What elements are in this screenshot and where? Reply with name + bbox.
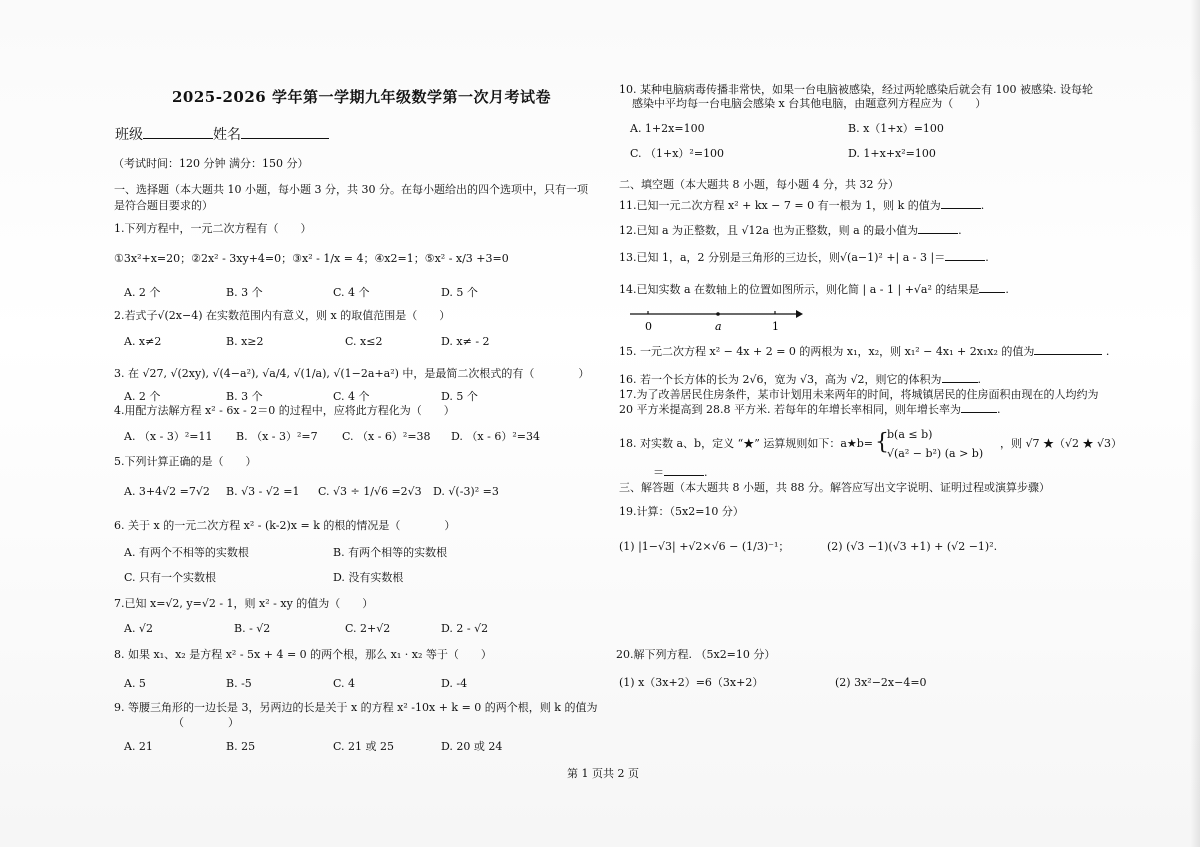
q19-part1: (1) |1−√3| +√2×√6 − (1/3)⁻¹； xyxy=(619,540,790,553)
q10-stem-cont: 感染中平均每一台电脑会感染 x 台其他电脑，由题意列方程应为（ ） xyxy=(632,97,987,110)
q4-stem: 4.用配方法解方程 x² - 6x - 2＝0 的过程中，应将此方程化为（ ） xyxy=(114,404,455,417)
axis-label-a: a xyxy=(715,320,722,333)
q10-stem: 10. 某种电脑病毒传播非常快，如果一台电脑被感染，经过两轮感染后就会有 100 被感染. 设每轮 xyxy=(619,83,1093,96)
q8-option-a[interactable]: A. 5 xyxy=(124,677,146,690)
q20-part2: (2) 3x²−2x−4=0 xyxy=(835,676,927,689)
q11-label: 11.已知一元二次方程 x² + kx − 7 = 0 有一根为 1，则 k 的值为 xyxy=(619,199,941,212)
q16-label: 16. 若一个长方体的长为 2√6，宽为 √3，高为 √2，则它的体积为 xyxy=(619,373,942,386)
exam-info: （考试时间：120 分钟 满分：150 分） xyxy=(113,157,309,170)
q6-stem: 6. 关于 x 的一元二次方程 x² - (k-2)x = k 的根的情况是（ ） xyxy=(114,519,456,532)
point-a xyxy=(716,312,720,316)
q9-option-a[interactable]: A. 21 xyxy=(124,740,153,753)
q2-option-a[interactable]: A. x≠2 xyxy=(124,335,162,348)
q18-case2: √(a² − b²) (a > b) xyxy=(887,447,984,460)
q20-part1: (1) x（3x+2）=6（3x+2） xyxy=(619,676,764,689)
q16-blank[interactable] xyxy=(942,382,978,383)
q6-option-b[interactable]: B. 有两个相等的实数根 xyxy=(333,546,448,559)
q18-line2: ＝ . xyxy=(653,466,708,479)
q7-stem: 7.已知 x=√2, y=√2 - 1，则 x² - xy 的值为（ ） xyxy=(114,597,374,610)
q18-label: 18. 对实数 a、b，定义 “★” 运算规则如下：a★b= xyxy=(619,437,874,450)
q12-blank[interactable] xyxy=(918,233,958,234)
q18-eq: ＝ xyxy=(653,466,664,479)
q2-option-c[interactable]: C. x≤2 xyxy=(345,335,383,348)
q6-option-c[interactable]: C. 只有一个实数根 xyxy=(124,571,217,584)
page-number: 第 1 页共 2 页 xyxy=(567,767,639,780)
q18-case1: b(a ≤ b) xyxy=(887,428,933,441)
q19-part2: (2) (√3 −1)(√3 +1) + (√2 −1)². xyxy=(827,540,998,553)
q1-equations: ①3x²+x=20；②2x² - 3xy+4=0；③x² - 1/x = 4；④x2=1；⑤x² - x/3 +3=0 xyxy=(114,252,509,265)
q11-blank[interactable] xyxy=(941,208,981,209)
q10-option-c[interactable]: C. （1+x）²=100 xyxy=(630,147,725,160)
q1-option-d[interactable]: D. 5 个 xyxy=(441,286,478,299)
section1-heading-cont: 是符合题目要求的） xyxy=(114,199,213,212)
q14-label: 14.已知实数 a 在数轴上的位置如图所示，则化简 | a - 1 | +√a² 的结果是 xyxy=(619,283,980,296)
exam-title: 2025-2026 学年第一学期九年级数学第一次月考试卷 xyxy=(172,88,551,106)
axis-label-zero: 0 xyxy=(645,320,652,333)
q19-stem: 19.计算：（5x2=10 分） xyxy=(619,505,744,518)
section1-heading: 一、选择题（本大题共 10 小题，每小题 3 分，共 30 分。在每小题给出的四个选项中，只有一项 xyxy=(114,183,588,196)
q4-option-b[interactable]: B. （x - 3）²=7 xyxy=(236,430,318,443)
q3-option-b[interactable]: B. 3 个 xyxy=(226,390,263,403)
q10-option-a[interactable]: A. 1+2x=100 xyxy=(630,122,705,135)
q9-option-b[interactable]: B. 25 xyxy=(226,740,256,753)
q9-stem-cont: （ ） xyxy=(173,716,239,729)
q9-stem: 9. 等腰三角形的一边长是 3，另两边的长是关于 x 的方程 x² -10x + k = 0 的两个根，则 k 的值为 xyxy=(114,701,598,714)
section3-heading: 三、解答题（本大题共 8 小题，共 88 分。解答应写出文字说明、证明过程或演算步骤） xyxy=(619,481,1050,494)
q15-text: 15. 一元二次方程 x² − 4x + 2 = 0 的两根为 x₁，x₂，则 x₁² − 4x₁ + 2x₁x₂ 的值为 . xyxy=(619,345,1110,358)
q7-option-a[interactable]: A. √2 xyxy=(124,622,153,635)
student-info-line xyxy=(115,124,329,144)
q17-line1: 17.为了改善居民住房条件，某市计划用未来两年的时间，将城镇居民的住房面积由现在的人均约为 xyxy=(619,388,1099,401)
q8-option-b[interactable]: B. -5 xyxy=(226,677,252,690)
number-line-arrow xyxy=(796,310,803,318)
q10-option-d[interactable]: D. 1+x+x²=100 xyxy=(848,147,936,160)
section2-heading: 二、填空题（本大题共 8 小题，每小题 4 分，共 32 分） xyxy=(619,178,899,191)
q10-option-b[interactable]: B. x（1+x）=100 xyxy=(848,122,944,135)
q11-text: 11.已知一元二次方程 x² + kx − 7 = 0 有一根为 1，则 k 的值为 . xyxy=(619,199,985,212)
q4-option-a[interactable]: A. （x - 3）²=11 xyxy=(124,430,213,443)
q1-option-a[interactable]: A. 2 个 xyxy=(124,286,161,299)
q18-blank[interactable] xyxy=(664,475,704,476)
class-label: 班级 xyxy=(115,127,143,143)
q4-option-d[interactable]: D. （x - 6）²=34 xyxy=(451,430,540,443)
q3-option-a[interactable]: A. 2 个 xyxy=(124,390,161,403)
q3-stem: 3. 在 √27, √(2xy), √(4−a²), √a/4, √(1/a), √(1−2a+a²) 中，是最简二次根式的有（ ） xyxy=(114,367,590,380)
q2-option-b[interactable]: B. x≥2 xyxy=(226,335,264,348)
q5-option-a[interactable]: A. 3+4√2 =7√2 xyxy=(124,485,210,498)
q17-label: 20 平方米提高到 28.8 平方米. 若每年的年增长率相同，则年增长率为 xyxy=(619,403,961,416)
q4-option-c[interactable]: C. （x - 6）²=38 xyxy=(342,430,431,443)
q15-label: 15. 一元二次方程 x² − 4x + 2 = 0 的两根为 x₁，x₂，则 x₁² − 4x₁ + 2x₁x₂ 的值为 xyxy=(619,345,1035,358)
q8-option-c[interactable]: C. 4 xyxy=(333,677,356,690)
q1-option-c[interactable]: C. 4 个 xyxy=(333,286,370,299)
q17-blank[interactable] xyxy=(961,412,997,413)
name-label: 姓名 xyxy=(213,127,241,143)
class-blank[interactable] xyxy=(143,138,213,139)
q15-blank[interactable] xyxy=(1034,354,1102,355)
q12-text: 12.已知 a 为正整数，且 √12a 也为正整数，则 a 的最小值为 . xyxy=(619,224,962,237)
number-line-diagram xyxy=(628,303,803,333)
q9-option-c[interactable]: C. 21 或 25 xyxy=(333,740,395,753)
q1-stem: 1.下列方程中，一元二次方程有（ ） xyxy=(114,222,312,235)
q13-text: 13.已知 1，a，2 分别是三角形的三边长，则√(a−1)² +| a - 3 |＝ . xyxy=(619,251,989,264)
q9-option-d[interactable]: D. 20 或 24 xyxy=(441,740,503,753)
q13-blank[interactable] xyxy=(945,260,985,261)
q14-blank[interactable] xyxy=(979,292,1005,293)
q7-option-c[interactable]: C. 2+√2 xyxy=(345,622,391,635)
q13-label: 13.已知 1，a，2 分别是三角形的三边长，则√(a−1)² +| a - 3 |＝ xyxy=(619,251,946,264)
q7-option-b[interactable]: B. - √2 xyxy=(234,622,271,635)
q18-brace: { xyxy=(875,430,889,455)
axis-label-one: 1 xyxy=(772,320,779,333)
q18-expression: ，则 √7 ★（√2 ★ √3） xyxy=(1000,437,1123,450)
q2-stem: 2.若式子√(2x−4) 在实数范围内有意义，则 x 的取值范围是（ ） xyxy=(114,309,451,322)
q8-stem: 8. 如果 x₁、x₂ 是方程 x² - 5x + 4 = 0 的两个根，那么 x₁ · x₂ 等于（ ） xyxy=(114,648,492,661)
q3-option-d[interactable]: D. 5 个 xyxy=(441,390,478,403)
name-blank[interactable] xyxy=(241,138,329,139)
q5-option-b[interactable]: B. √3 - √2 =1 xyxy=(226,485,300,498)
q3-option-c[interactable]: C. 4 个 xyxy=(333,390,370,403)
q12-label: 12.已知 a 为正整数，且 √12a 也为正整数，则 a 的最小值为 xyxy=(619,224,919,237)
q5-option-c[interactable]: C. √3 ÷ 1/√6 =2√3 xyxy=(318,485,422,498)
q7-option-d[interactable]: D. 2 - √2 xyxy=(441,622,489,635)
q1-option-b[interactable]: B. 3 个 xyxy=(226,286,263,299)
q5-option-d[interactable]: D. √(-3)² =3 xyxy=(433,485,499,498)
q6-option-d[interactable]: D. 没有实数根 xyxy=(333,571,404,584)
q16-text: 16. 若一个长方体的长为 2√6，宽为 √3，高为 √2，则它的体积为 . xyxy=(619,373,982,386)
q8-option-d[interactable]: D. -4 xyxy=(441,677,468,690)
q5-stem: 5.下列计算正确的是（ ） xyxy=(114,455,257,468)
page-edge-shadow xyxy=(1190,0,1200,847)
q17-line2: 20 平方米提高到 28.8 平方米. 若每年的年增长率相同，则年增长率为 . xyxy=(619,403,1001,416)
q20-stem: 20.解下列方程. （5x2=10 分） xyxy=(616,648,776,661)
q2-option-d[interactable]: D. x≠ - 2 xyxy=(441,335,490,348)
q18-text xyxy=(619,437,873,451)
q14-text: 14.已知实数 a 在数轴上的位置如图所示，则化简 | a - 1 | +√a² 的结果是 . xyxy=(619,283,1009,296)
q6-option-a[interactable]: A. 有两个不相等的实数根 xyxy=(124,546,249,559)
